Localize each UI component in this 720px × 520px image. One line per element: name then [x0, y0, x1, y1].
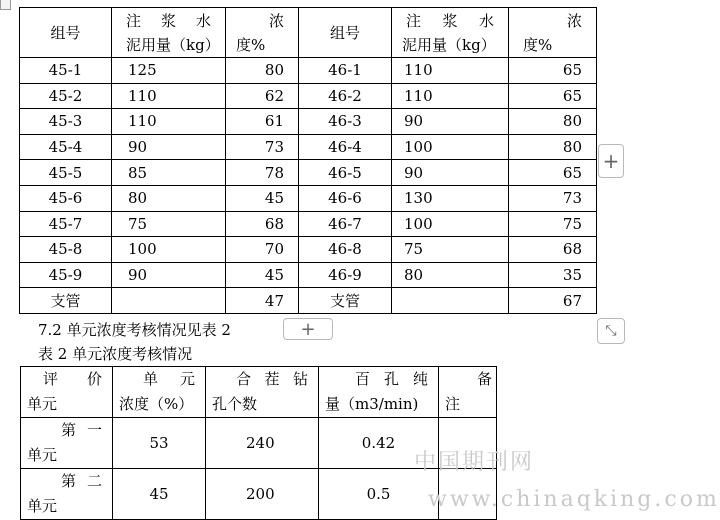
add-row-button[interactable]: + [283, 318, 333, 340]
cell-amount: 90 [392, 160, 509, 186]
table-row [20, 134, 597, 160]
cell-concentration: 53 [113, 418, 206, 469]
cell-group: 45-8 [20, 237, 112, 263]
table-row [20, 288, 597, 314]
cell-group: 45-4 [20, 134, 112, 160]
expand-icon[interactable]: ⤡ [597, 318, 625, 344]
cell-amount: 90 [392, 109, 509, 135]
table-row [20, 83, 597, 109]
cell-concentration: 73 [226, 134, 299, 160]
cell-concentration: 62 [226, 83, 299, 109]
cropped-caption-sliver [0, 0, 260, 7]
table-row [20, 262, 597, 288]
cell-amount: 85 [112, 160, 226, 186]
cell-amount: 90 [112, 134, 226, 160]
cell-amount: 110 [392, 83, 509, 109]
header-conc-a: 浓 度% [226, 8, 299, 58]
cell-concentration: 65 [509, 83, 597, 109]
cell-group: 46-9 [299, 262, 392, 288]
cell-concentration: 80 [509, 134, 597, 160]
cell-amount: 75 [392, 237, 509, 263]
cell-amount: 100 [392, 211, 509, 237]
header-amount-a: 注浆水 泥用量（kg） [112, 8, 226, 58]
cell-concentration: 45 [226, 262, 299, 288]
grouting-table [19, 7, 597, 314]
header-conc-b: 浓 度% [509, 8, 597, 58]
table-row [20, 211, 597, 237]
cell-group: 45-3 [20, 109, 112, 135]
cell-amount: 130 [392, 185, 509, 211]
cell-concentration: 78 [226, 160, 299, 186]
header-group-a: 组号 [20, 8, 112, 58]
cell-group: 45-2 [20, 83, 112, 109]
cell-amount: 110 [112, 83, 226, 109]
table-row [20, 160, 597, 186]
header-flow-rate: 百孔纯 量（m3/min) [319, 367, 439, 418]
cell-unit: 第二 单元 [21, 469, 113, 520]
cell-group: 45-9 [20, 262, 112, 288]
cell-amount: 75 [112, 211, 226, 237]
cell-group: 46-4 [299, 134, 392, 160]
header-hole-count: 合茬钻 孔个数 [206, 367, 319, 418]
header-eval-unit: 评价 单元 [21, 367, 113, 418]
cell-amount [112, 288, 226, 314]
cell-flow-rate: 0.42 [319, 418, 439, 469]
cell-concentration: 65 [509, 160, 597, 186]
cell-hole-count: 240 [206, 418, 319, 469]
cell-group: 46-5 [299, 160, 392, 186]
cell-group: 46-2 [299, 83, 392, 109]
cell-concentration: 68 [226, 211, 299, 237]
cell-concentration: 80 [509, 109, 597, 135]
cell-concentration: 73 [509, 185, 597, 211]
cell-concentration: 70 [226, 237, 299, 263]
cell-flow-rate: 0.5 [319, 469, 439, 520]
cell-group: 45-6 [20, 185, 112, 211]
cell-amount: 110 [392, 58, 509, 84]
watermark-logo: 中国期刊网 [414, 450, 535, 475]
cell-group: 45-7 [20, 211, 112, 237]
table-row [20, 237, 597, 263]
header-unit-concentration: 单元 浓度（%） [113, 367, 206, 418]
table-row [20, 109, 597, 135]
cell-group: 46-8 [299, 237, 392, 263]
cell-amount: 110 [112, 109, 226, 135]
table-header-row [20, 8, 597, 58]
cell-amount [392, 288, 509, 314]
cell-concentration: 45 [113, 469, 206, 520]
cell-group: 46-3 [299, 109, 392, 135]
cell-concentration: 35 [509, 262, 597, 288]
table-header-row [21, 367, 497, 418]
cell-group: 支管 [299, 288, 392, 314]
cell-group: 45-1 [20, 58, 112, 84]
cell-amount: 100 [112, 237, 226, 263]
table-row [20, 58, 597, 84]
unit-concentration-table [20, 366, 497, 520]
table-move-handle-icon[interactable] [0, 0, 11, 10]
cell-concentration: 65 [509, 58, 597, 84]
cell-concentration: 45 [226, 185, 299, 211]
watermark-url: www.chinaqking.com [428, 487, 720, 512]
cell-group: 45-5 [20, 160, 112, 186]
table-row [21, 469, 497, 520]
table2-caption: 表 2 单元浓度考核情况 [38, 345, 193, 363]
cell-concentration: 67 [509, 288, 597, 314]
header-amount-b: 注浆水 泥用量（kg） [392, 8, 509, 58]
cell-amount: 80 [112, 185, 226, 211]
cell-amount: 80 [392, 262, 509, 288]
header-remarks: 备 注 [439, 367, 497, 418]
cell-concentration: 68 [509, 237, 597, 263]
cell-amount: 90 [112, 262, 226, 288]
cell-group: 46-6 [299, 185, 392, 211]
cell-concentration: 80 [226, 58, 299, 84]
cell-group: 46-7 [299, 211, 392, 237]
cell-concentration: 75 [509, 211, 597, 237]
table-row [20, 185, 597, 211]
cell-group: 46-1 [299, 58, 392, 84]
cell-amount: 125 [112, 58, 226, 84]
add-column-button[interactable]: + [598, 144, 624, 178]
header-group-b: 组号 [299, 8, 392, 58]
cell-group: 支管 [20, 288, 112, 314]
cell-unit: 第一 单元 [21, 418, 113, 469]
section-paragraph: 7.2 单元浓度考核情况见表 2 [38, 321, 231, 339]
cell-amount: 100 [392, 134, 509, 160]
cell-concentration: 61 [226, 109, 299, 135]
cell-concentration: 47 [226, 288, 299, 314]
cell-hole-count: 200 [206, 469, 319, 520]
